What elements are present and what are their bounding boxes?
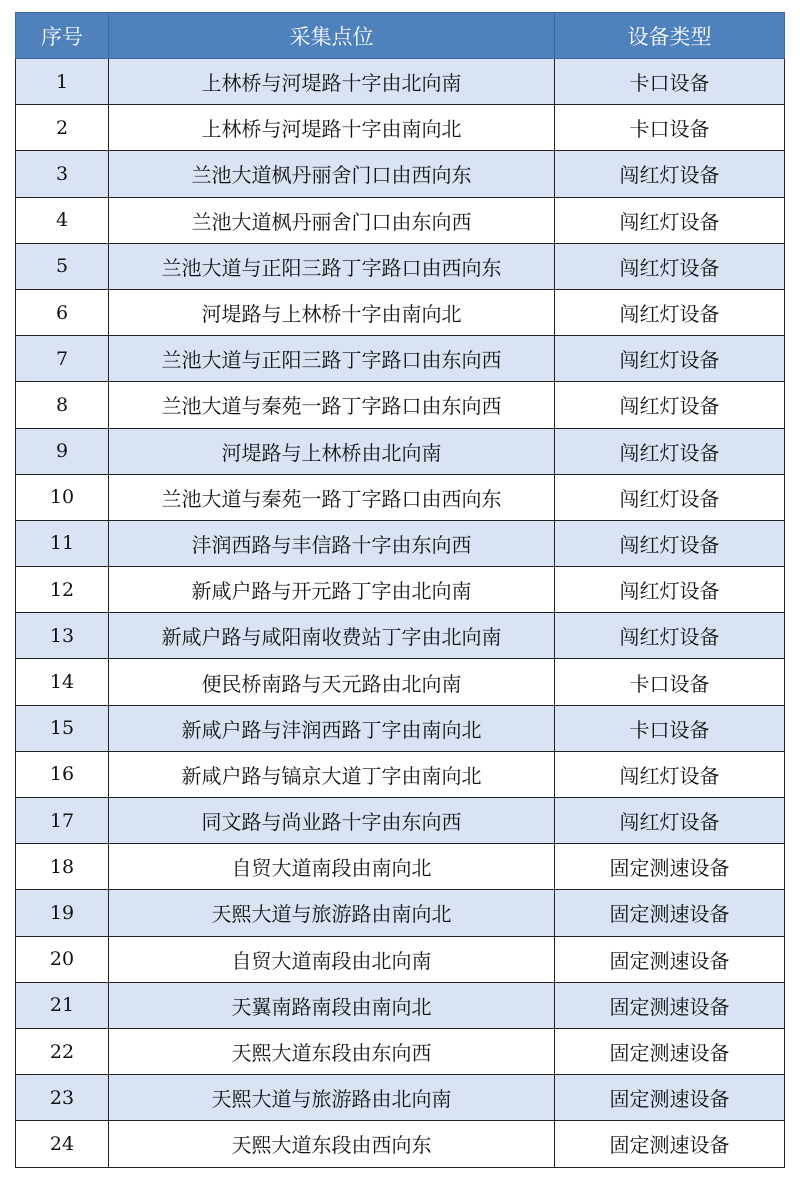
table-row <box>16 289 785 335</box>
table-row <box>16 890 785 936</box>
cell-index: 19 <box>16 890 109 936</box>
table-row <box>16 936 785 982</box>
cell-device-type: 固定测速设备 <box>555 1075 785 1121</box>
table-row <box>16 798 785 844</box>
cell-device-type: 固定测速设备 <box>555 982 785 1028</box>
cell-index: 5 <box>16 243 109 289</box>
table-row <box>16 151 785 197</box>
cell-location: 天熙大道东段由东向西 <box>109 1028 555 1074</box>
cell-index: 3 <box>16 151 109 197</box>
cell-location: 新咸户路与沣润西路丁字由南向北 <box>109 705 555 751</box>
table-header-row <box>16 13 785 59</box>
cell-device-type: 卡口设备 <box>555 59 785 105</box>
cell-device-type: 闯红灯设备 <box>555 474 785 520</box>
device-table-container <box>15 12 784 1168</box>
cell-device-type: 卡口设备 <box>555 659 785 705</box>
table-row <box>16 1028 785 1074</box>
header-index: 序号 <box>16 13 109 59</box>
cell-device-type: 闯红灯设备 <box>555 798 785 844</box>
cell-location: 上林桥与河堤路十字由北向南 <box>109 59 555 105</box>
device-location-table <box>15 12 785 1168</box>
cell-index: 16 <box>16 751 109 797</box>
cell-device-type: 卡口设备 <box>555 705 785 751</box>
cell-location: 新咸户路与开元路丁字由北向南 <box>109 567 555 613</box>
header-location: 采集点位 <box>109 13 555 59</box>
table-row <box>16 751 785 797</box>
cell-index: 11 <box>16 520 109 566</box>
cell-index: 23 <box>16 1075 109 1121</box>
table-row <box>16 705 785 751</box>
cell-index: 2 <box>16 105 109 151</box>
cell-index: 17 <box>16 798 109 844</box>
cell-device-type: 闯红灯设备 <box>555 197 785 243</box>
cell-device-type: 闯红灯设备 <box>555 289 785 335</box>
table-row <box>16 474 785 520</box>
cell-location: 天翼南路南段由南向北 <box>109 982 555 1028</box>
table-row <box>16 982 785 1028</box>
cell-index: 8 <box>16 382 109 428</box>
cell-device-type: 闯红灯设备 <box>555 567 785 613</box>
cell-device-type: 固定测速设备 <box>555 936 785 982</box>
cell-location: 河堤路与上林桥十字由南向北 <box>109 289 555 335</box>
cell-index: 20 <box>16 936 109 982</box>
cell-index: 12 <box>16 567 109 613</box>
cell-location: 沣润西路与丰信路十字由东向西 <box>109 520 555 566</box>
table-row <box>16 844 785 890</box>
table-row <box>16 105 785 151</box>
cell-location: 兰池大道与秦苑一路丁字路口由西向东 <box>109 474 555 520</box>
cell-index: 24 <box>16 1121 109 1167</box>
table-row <box>16 59 785 105</box>
cell-device-type: 闯红灯设备 <box>555 382 785 428</box>
table-row <box>16 613 785 659</box>
table-row <box>16 1121 785 1167</box>
cell-device-type: 固定测速设备 <box>555 1121 785 1167</box>
cell-location: 兰池大道与秦苑一路丁字路口由东向西 <box>109 382 555 428</box>
header-device-type: 设备类型 <box>555 13 785 59</box>
table-row <box>16 659 785 705</box>
cell-device-type: 闯红灯设备 <box>555 751 785 797</box>
cell-index: 18 <box>16 844 109 890</box>
cell-device-type: 固定测速设备 <box>555 890 785 936</box>
cell-location: 河堤路与上林桥由北向南 <box>109 428 555 474</box>
cell-device-type: 闯红灯设备 <box>555 428 785 474</box>
cell-location: 兰池大道与正阳三路丁字路口由东向西 <box>109 336 555 382</box>
table-row <box>16 243 785 289</box>
cell-location: 兰池大道枫丹丽舍门口由东向西 <box>109 197 555 243</box>
cell-location: 兰池大道枫丹丽舍门口由西向东 <box>109 151 555 197</box>
cell-index: 10 <box>16 474 109 520</box>
table-row <box>16 428 785 474</box>
cell-device-type: 闯红灯设备 <box>555 336 785 382</box>
cell-location: 天熙大道与旅游路由北向南 <box>109 1075 555 1121</box>
cell-device-type: 闯红灯设备 <box>555 520 785 566</box>
cell-index: 9 <box>16 428 109 474</box>
cell-location: 上林桥与河堤路十字由南向北 <box>109 105 555 151</box>
cell-device-type: 固定测速设备 <box>555 1028 785 1074</box>
cell-location: 新咸户路与咸阳南收费站丁字由北向南 <box>109 613 555 659</box>
cell-index: 13 <box>16 613 109 659</box>
cell-device-type: 固定测速设备 <box>555 844 785 890</box>
cell-device-type: 闯红灯设备 <box>555 243 785 289</box>
cell-location: 新咸户路与镐京大道丁字由南向北 <box>109 751 555 797</box>
cell-index: 1 <box>16 59 109 105</box>
table-row <box>16 1075 785 1121</box>
cell-index: 14 <box>16 659 109 705</box>
cell-index: 4 <box>16 197 109 243</box>
table-row <box>16 382 785 428</box>
table-body <box>16 59 785 1168</box>
cell-location: 自贸大道南段由南向北 <box>109 844 555 890</box>
cell-index: 15 <box>16 705 109 751</box>
cell-location: 兰池大道与正阳三路丁字路口由西向东 <box>109 243 555 289</box>
table-row <box>16 520 785 566</box>
cell-location: 自贸大道南段由北向南 <box>109 936 555 982</box>
table-row <box>16 567 785 613</box>
cell-index: 7 <box>16 336 109 382</box>
cell-location: 便民桥南路与天元路由北向南 <box>109 659 555 705</box>
cell-index: 22 <box>16 1028 109 1074</box>
cell-index: 21 <box>16 982 109 1028</box>
cell-device-type: 闯红灯设备 <box>555 613 785 659</box>
table-row <box>16 197 785 243</box>
table-row <box>16 336 785 382</box>
cell-index: 6 <box>16 289 109 335</box>
cell-device-type: 卡口设备 <box>555 105 785 151</box>
cell-location: 天熙大道东段由西向东 <box>109 1121 555 1167</box>
cell-device-type: 闯红灯设备 <box>555 151 785 197</box>
cell-location: 同文路与尚业路十字由东向西 <box>109 798 555 844</box>
cell-location: 天熙大道与旅游路由南向北 <box>109 890 555 936</box>
